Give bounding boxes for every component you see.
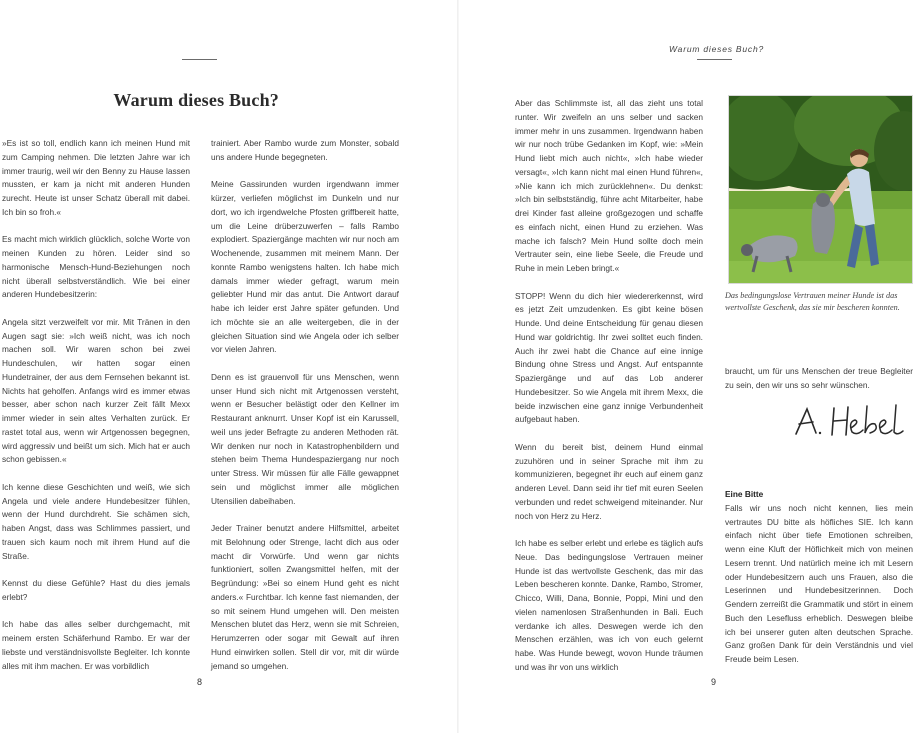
paragraph: Angela sitzt verzweifelt vor mir. Mit Tränen in den Augen sagt sie: »Ich weiß nicht, was ich noch machen soll. Wir waren schon bei zwei Hundeschulen, wir hatten sogar einen Hundetrainer, der aus dem Fernsehen bekannt ist. Nichts hat geholfen. Anfangs wird es immer etwas besser, aber schon nach kurzer Zeit fällt Mexx immer wieder in sein altes Verhalten zurück. Er rastet total aus, wenn wir Artgenossen begegnen, wird aggressiv und beißt um sich. Mich hat er auch schon gebissen.« bbox=[2, 316, 190, 465]
running-head: Warum dieses Buch? bbox=[669, 44, 765, 54]
top-rule-right bbox=[697, 59, 732, 60]
paragraph: trainiert. Aber Rambo wurde zum Monster, sobald uns andere Hunde begegneten. bbox=[211, 138, 399, 162]
paragraph: Ich habe es selber erlebt und erlebe es täglich aufs Neue. Das bedingungslose Vertrauen meiner Hunde ist das wertvollste Geschenk, das mir das Leben bescheren konnte. Danke, Rambo, Stromer, Chicco, Willi, Dana, Bonnie, Poppi, Mini und den vielen namenlosen Straßenhunden in Bali. Euch verdanke ich alles. Deswegen werde ich den Menschen erzählen, was ich von euch gelernt habe. Was Hunde bewegt, wovon Hunde träumen und was ihr von uns wirklich bbox=[515, 538, 703, 672]
dog-photo bbox=[728, 95, 913, 284]
paragraph: Jeder Trainer benutzt andere Hilfsmittel, arbeitet mit Belohnung oder Strenge, lacht dich aus oder macht dir Vorwürfe. Und wenn gar nichts funktioniert, sollen Zwangsmittel helfen, mit der Begründung: »Bei so einem Hund geht es nicht anders.« Furchtbar. Ich kenne fast niemanden, der so mit seinem Hund umgehen will. Den meisten Menschen blutet das Herz, wenn sie mit Schreien, Herumzerren oder sogar mit Gewalt auf ihren Hund einwirken sollen. Stell dir vor, mit dir würde jemand so umgehen. bbox=[211, 523, 399, 671]
right-column-1 bbox=[515, 97, 703, 688]
author-signature bbox=[790, 400, 915, 445]
paragraph: Aber das Schlimmste ist, all das zieht uns total runter. Wir zweifeln an uns selber und sacken immer mehr in uns zusammen. Irgendwann haben wir nur noch trübe Gedanken im Kopf, wie: »Mein Hund liebt mich auch nicht«, »Ich habe wieder versagt«, »Ich kann nicht mal einen Hund führen«, »Nie kann ich mich zurücklehnen«. Du denkst: »Ich bin selbstständig, führe acht Mitarbeiter, habe drei Kinder fast alleine großgezogen und schaffe es einfach nicht, einen Hund zu erziehen. Was mache ich falsch? Mein Hund sollte doch mein Vertrauter sein, eine liebe Seele, die Freude und Ruhe in mein Leben bringt.« bbox=[515, 98, 703, 273]
left-column-1 bbox=[2, 137, 190, 687]
right-column-2-bitte bbox=[725, 488, 913, 681]
paragraph: braucht, um für uns Menschen der treue Begleiter zu sein, den wir uns so sehr wünschen. bbox=[725, 366, 913, 390]
paragraph: STOPP! Wenn du dich hier wiedererkennst, wird es jetzt Zeit umzudenken. Es gibt keine bösen Hunde. Und deine Entscheidung für genau diesen Hund war goldrichtig. Ihr zwei solltet euch finden. Auch ihr zwei habt die Chance auf eine innige Bindung ohne Stress und Angst. Auf entspannte Spaziergänge und auf das Lob anderer Hundebesitzer. So wie Angela mit ihrem Mexx, die beide inzwischen eine ganz innige Verbundenheit aufgebaut haben. bbox=[515, 290, 703, 425]
left-column-2 bbox=[211, 137, 399, 687]
photo-caption: Das bedingungslose Vertrauen meiner Hunde ist das wertvollste Geschenk, das sie mir bescheren konnten. bbox=[725, 291, 900, 312]
paragraph: Ich habe das alles selber durchgemacht, mit meinem ersten Schäferhund Rambo. Er war der liebste und verständnisvollste Begleiter. Ich konnte alles mit ihm machen. Er was vorbildlich bbox=[2, 619, 190, 671]
paragraph: Ich kenne diese Geschichten und weiß, wie sich Angela und viele andere Hundebesitzer fühlen, wenn der Hund durchdreht. Sie schämen sich, haben Angst, dass was Schlimmes passiert, und trauen sich kaum noch mit ihrem Hund auf die Straße. bbox=[2, 481, 190, 561]
chapter-heading: Warum dieses Buch? bbox=[113, 90, 279, 110]
paragraph: Es macht mich wirklich glücklich, solche Worte von meinen Kunden zu hören. Leider sind so harmonische Mensch-Hund-Beziehungen noch nicht überall selbstverständlich. Wie bei einer anderen Hundebesitzerin: bbox=[2, 234, 190, 300]
paragraph: Falls wir uns noch nicht kennen, lies mein vertrautes DU bitte als höfliches SIE. Ich kann einfach nicht über tiefe Emotionen schreiben, wenn eine Kluft der Höflichkeit mich von meinen Lesern trennt. Und natürlich meine ich mit Lesern oder Hundebesitzern auch uns Frauen, also die Leserinnen und Hundebesitzerinnen. Doch Gendern zerreißt die Grammatik und stört in einem Buch den Lesefluss erheblich. Deswegen bleibe ich bei unserer guten alten deutschen Sprache. Ganz großen Dank für dein Verständnis und viel Freude beim Lesen. bbox=[725, 502, 913, 664]
page-number-right: 9 bbox=[711, 677, 717, 687]
subheading-eine-bitte: Eine Bitte bbox=[725, 489, 764, 499]
left-page bbox=[0, 0, 458, 733]
paragraph: »Es ist so toll, endlich kann ich meinen Hund mit zum Camping nehmen. Die letzten Jahre war ich immer traurig, weil wir den Benny zu Hause lassen mussten, er kam ja nicht mit anderen Hunden zurecht. Heute ist unser Schatz überall mit dabei. Ich bin so froh.« bbox=[2, 138, 190, 217]
paragraph: Kennst du diese Gefühle? Hast du dies jemals erlebt? bbox=[2, 578, 190, 602]
paragraph: Meine Gassirunden wurden irgendwann immer kürzer, verliefen möglichst im Dunkeln und nur dort, wo ich irgendwelche Pfosten griffbereit hatte, um die Leine drüberzuwerfen – falls Rambo explodiert. Spaziergänge machten wir nur noch am Wochenende, zusammen mit meinem Mann. Der konnte Rambo wenigstens halten. Ich habe mich damals immer wieder gefragt, warum mein geliebter Hund mir das antut. Die Antwort darauf habe ich leider erst Jahre später gefunden. Und ich möchte sie an alle weitergeben, die in der gleichen Situation sind wie Angela oder ich selber vor vielen Jahren. bbox=[211, 179, 399, 355]
page-number-left: 8 bbox=[197, 677, 203, 687]
top-rule-left bbox=[182, 59, 217, 60]
paragraph: Wenn du bereit bist, deinem Hund einmal zuzuhören und in seiner Sprache mit ihm zu kommunizieren, begegnet ihr euch auf einem ganz anderen Level. Dann seid ihr tief mit euren Seelen verbunden und redet schweigend miteinander. Nur noch von Herz zu Herz. bbox=[515, 441, 703, 521]
paragraph: Denn es ist grauenvoll für uns Menschen, wenn unser Hund sich nicht mit Artgenossen versteht, wenn er Besucher belästigt oder den Kellner im Restaurant anknurrt. Unser Kopf ist ein Karussell, weil uns jeder Befragte zu anderen Methoden rät. Wir denken nur noch in Katastrophenbildern und stehen beim Thema Hundespaziergang nur noch unter Stress. Wir müssen für alle Fälle gewappnet sein und möglichst immer alle möglichen Utensilien dabeihaben. bbox=[211, 371, 399, 506]
